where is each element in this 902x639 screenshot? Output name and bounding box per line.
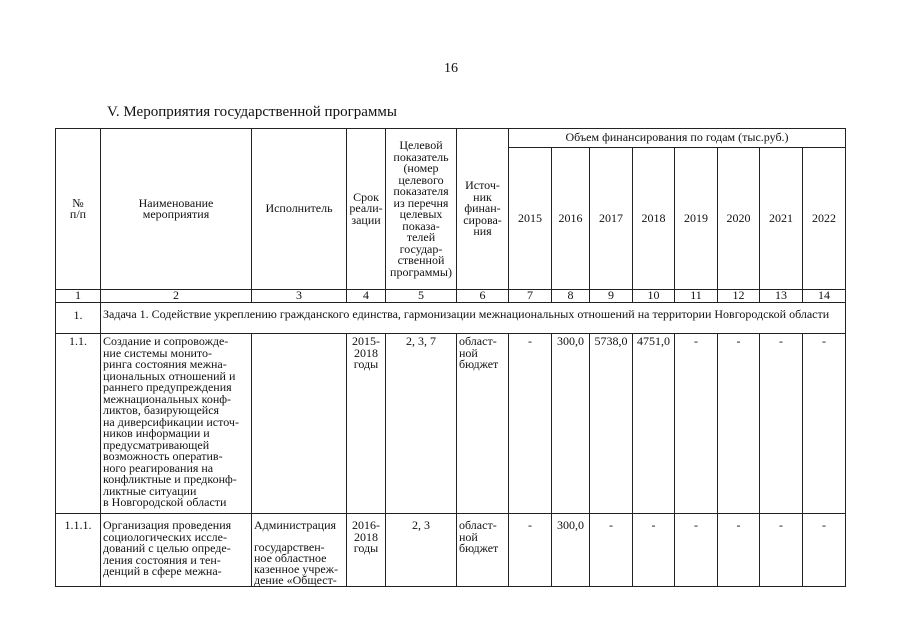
column-number: 7 (509, 290, 552, 303)
row-term: 2015- 2018 годы (347, 334, 386, 514)
row-value: - (760, 514, 803, 587)
section-title: V. Мероприятия государственной программы (107, 104, 397, 120)
column-number: 1 (56, 290, 101, 303)
header-year: 2018 (633, 148, 675, 290)
row-indicator: 2, 3, 7 (386, 334, 457, 514)
header-year: 2015 (509, 148, 552, 290)
row-name: Создание и сопровожде- ние системы монито- ринга состояния межна- циональных отношений и раннего предупреждения межнациональных конф- ликтов, базирующейся на диверсификации источ- ников информации и предусматривающей возможность оператив- ного реагирования на конфликтные и предконф- ликтные ситуации в Новгородской области (101, 334, 252, 514)
row-value: - (509, 334, 552, 514)
column-number-row (56, 290, 846, 303)
row-value: 5738,0 (590, 334, 633, 514)
row-term: 2016- 2018 годы (347, 514, 386, 587)
row-number: 1.1.1. (56, 514, 101, 587)
column-number: 5 (386, 290, 457, 303)
task-text: Задача 1. Содействие укреплению гражданского единства, гармонизации межнациональных отношений на территории Новгородской области (101, 303, 846, 334)
column-number: 14 (803, 290, 846, 303)
header-year: 2021 (760, 148, 803, 290)
measures-table (55, 128, 846, 587)
row-executor: Администрация государствен- ное областное казенное учреж- дение «Общест- (252, 514, 347, 587)
row-indicator: 2, 3 (386, 514, 457, 587)
task-row (56, 303, 846, 334)
header-indicator: Целевой показатель (номер целевого показателя из перечня целевых показа- телей государ- ственной программы) (386, 129, 457, 290)
row-source: област- ной бюджет (457, 334, 509, 514)
header-name: Наименование мероприятия (101, 129, 252, 290)
header-year: 2020 (718, 148, 760, 290)
row-value: - (803, 514, 846, 587)
header-year: 2022 (803, 148, 846, 290)
column-number: 12 (718, 290, 760, 303)
row-value: 4751,0 (633, 334, 675, 514)
row-source: област- ной бюджет (457, 514, 509, 587)
column-number: 4 (347, 290, 386, 303)
row-value: - (803, 334, 846, 514)
column-number: 11 (675, 290, 718, 303)
column-number: 3 (252, 290, 347, 303)
row-value: 300,0 (552, 334, 590, 514)
row-value: - (675, 334, 718, 514)
row-value: - (590, 514, 633, 587)
row-executor (252, 334, 347, 514)
header-row-1 (56, 129, 846, 148)
column-number: 9 (590, 290, 633, 303)
header-year: 2019 (675, 148, 718, 290)
column-number: 13 (760, 290, 803, 303)
row-value: - (675, 514, 718, 587)
column-number: 10 (633, 290, 675, 303)
table-row (56, 514, 846, 587)
row-value: - (760, 334, 803, 514)
row-value: - (509, 514, 552, 587)
header-year: 2016 (552, 148, 590, 290)
row-value: 300,0 (552, 514, 590, 587)
column-number: 8 (552, 290, 590, 303)
column-number: 6 (457, 290, 509, 303)
task-number: 1. (56, 303, 101, 334)
header-term: Срок реали- зации (347, 129, 386, 290)
row-number: 1.1. (56, 334, 101, 514)
row-value: - (718, 514, 760, 587)
header-year: 2017 (590, 148, 633, 290)
header-executor: Исполнитель (252, 129, 347, 290)
table-row (56, 334, 846, 514)
row-value: - (633, 514, 675, 587)
header-num: № п/п (56, 129, 101, 290)
header-funding: Объем финансирования по годам (тыс.руб.) (509, 129, 846, 148)
header-source: Источ- ник финан- сирова- ния (457, 129, 509, 290)
page-number: 16 (444, 61, 458, 76)
row-value: - (718, 334, 760, 514)
row-name: Организация проведения социологических иссле- дований с целью опреде- ления состояния и тен- денций в сфере межна- (101, 514, 252, 587)
column-number: 2 (101, 290, 252, 303)
